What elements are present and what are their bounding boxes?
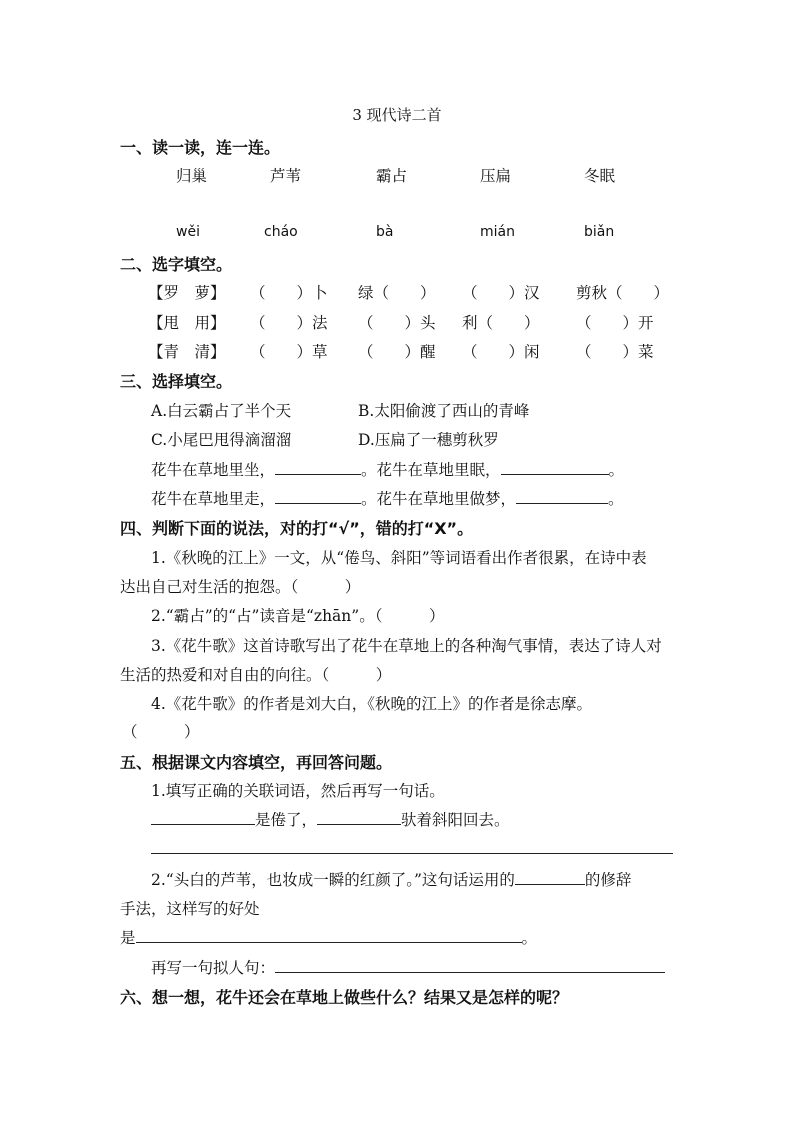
pinyin-5: biǎn: [584, 224, 615, 240]
section-4-heading: 四、判断下面的说法，对的打“√”，错的打“X”。: [120, 519, 474, 538]
fill-item: 剪秋（ ）: [576, 284, 670, 302]
choice-line-1-start: 花牛在草地里坐，: [151, 461, 276, 479]
answer-blank[interactable]: [275, 459, 361, 475]
s5-q2-line2: 手法，这样写的好处: [120, 900, 260, 918]
section-3-heading: 三、选择填空。: [120, 372, 233, 391]
s5-q1-fill-end: 驮着斜阳回去。: [401, 811, 510, 829]
fill-item: 绿（ ）: [358, 284, 436, 302]
section-2-heading: 二、选字填空。: [120, 255, 233, 274]
answer-blank[interactable]: [151, 809, 255, 825]
match-word-4: 压扁: [480, 167, 512, 185]
fill-item: （ ）醒: [358, 343, 436, 361]
s5-q2-is: 是: [120, 929, 136, 947]
option-b: B.太阳偷渡了西山的青峰: [358, 402, 530, 420]
choice-line-2-end: 。: [608, 490, 624, 508]
s5-q1-fill-mid: 是倦了，: [255, 811, 318, 829]
pinyin-2: cháo: [264, 224, 298, 240]
fill-item: （ ）卜: [250, 284, 328, 302]
option-c: C.小尾巴甩得滴溜溜: [151, 431, 292, 449]
judge-q3-line1: 3.《花牛歌》这首诗歌写出了花牛在草地上的各种淘气事情，表达了诗人对: [151, 637, 662, 655]
pinyin-3: bà: [376, 224, 394, 240]
choice-line-2-start: 花牛在草地里走，: [151, 490, 276, 508]
fill-item: 利（ ）: [462, 314, 540, 332]
s5-q2-line3: [120, 926, 537, 948]
char-pair-2: 【甩 用】: [148, 314, 226, 332]
answer-blank[interactable]: [275, 488, 361, 504]
match-word-2: 芦苇: [270, 167, 302, 185]
fill-item: （ ）开: [576, 314, 654, 332]
s5-q2-text-end: 的修辞: [584, 871, 632, 889]
s5-q2-period: 。: [521, 929, 538, 947]
judge-q4-line1: 4.《花牛歌》的作者是刘大白，《秋晚的江上》的作者是徐志摩。: [151, 695, 593, 713]
char-pair-3: 【青 清】: [148, 343, 226, 361]
answer-blank[interactable]: [317, 809, 401, 825]
match-word-5: 冬眠: [584, 167, 616, 185]
fill-item: （ ）汉: [462, 284, 540, 302]
section-5-heading: 五、根据课文内容填空，再回答问题。: [120, 753, 393, 772]
section-6-heading: 六、想一想，花牛还会在草地上做些什么？结果又是怎样的呢？: [120, 988, 569, 1007]
judge-q1-line1: 1.《秋晚的江上》一文，从“倦鸟、斜阳”等词语看出作者很累，在诗中表: [151, 549, 647, 567]
section-1-heading: 一、读一读，连一连。: [120, 138, 281, 157]
choice-line-2: [151, 487, 624, 509]
s5-q2-text: 2.“头白的芦苇，也妆成一瞬的红颜了。”这句话运用的: [151, 871, 515, 889]
fill-item: （ ）草: [250, 343, 328, 361]
s5-q1: 1.填写正确的关联词语，然后再写一句话。: [151, 782, 445, 800]
choice-line-1-mid: 。花牛在草地里眠，: [361, 461, 501, 479]
fill-item: （ ）法: [250, 314, 328, 332]
answer-blank[interactable]: [516, 488, 608, 504]
choice-line-1-end: 。: [608, 461, 625, 479]
judge-q3-line2: 生活的热爱和对自由的向往。（ ）: [120, 666, 392, 684]
s5-q2-line1: [151, 868, 631, 890]
match-word-1: 归巢: [176, 167, 208, 185]
answer-blank[interactable]: [136, 927, 522, 943]
choice-line-2-mid: 。花牛在草地里做梦，: [361, 490, 517, 508]
judge-q2: 2.“霸占”的“占”读音是“zhān”。（ ）: [151, 607, 445, 625]
s5-q1-fill: [151, 808, 510, 830]
s5-q3: [151, 956, 665, 978]
option-d: D.压扁了一穗剪秋罗: [358, 431, 499, 449]
option-a: A.白云霸占了半个天: [151, 402, 292, 420]
choice-line-1: [151, 458, 624, 480]
fill-item: （ ）闲: [462, 343, 540, 361]
judge-q1-line2: 达出自己对生活的抱怨。（ ）: [120, 578, 361, 596]
answer-blank[interactable]: [515, 869, 585, 885]
fill-item: （ ）头: [358, 314, 436, 332]
pinyin-4: mián: [480, 224, 515, 240]
match-word-3: 霸占: [376, 167, 408, 185]
answer-blank[interactable]: [275, 957, 665, 973]
page-title: 3 现代诗二首: [352, 106, 442, 124]
writing-line[interactable]: [151, 853, 673, 854]
fill-item: （ ）菜: [576, 343, 654, 361]
judge-q4-line2: （ ）: [122, 723, 200, 741]
answer-blank[interactable]: [501, 459, 609, 475]
pinyin-1: wěi: [176, 224, 200, 240]
char-pair-1: 【罗 萝】: [148, 284, 226, 302]
s5-q3-label: 再写一句拟人句：: [151, 959, 276, 977]
